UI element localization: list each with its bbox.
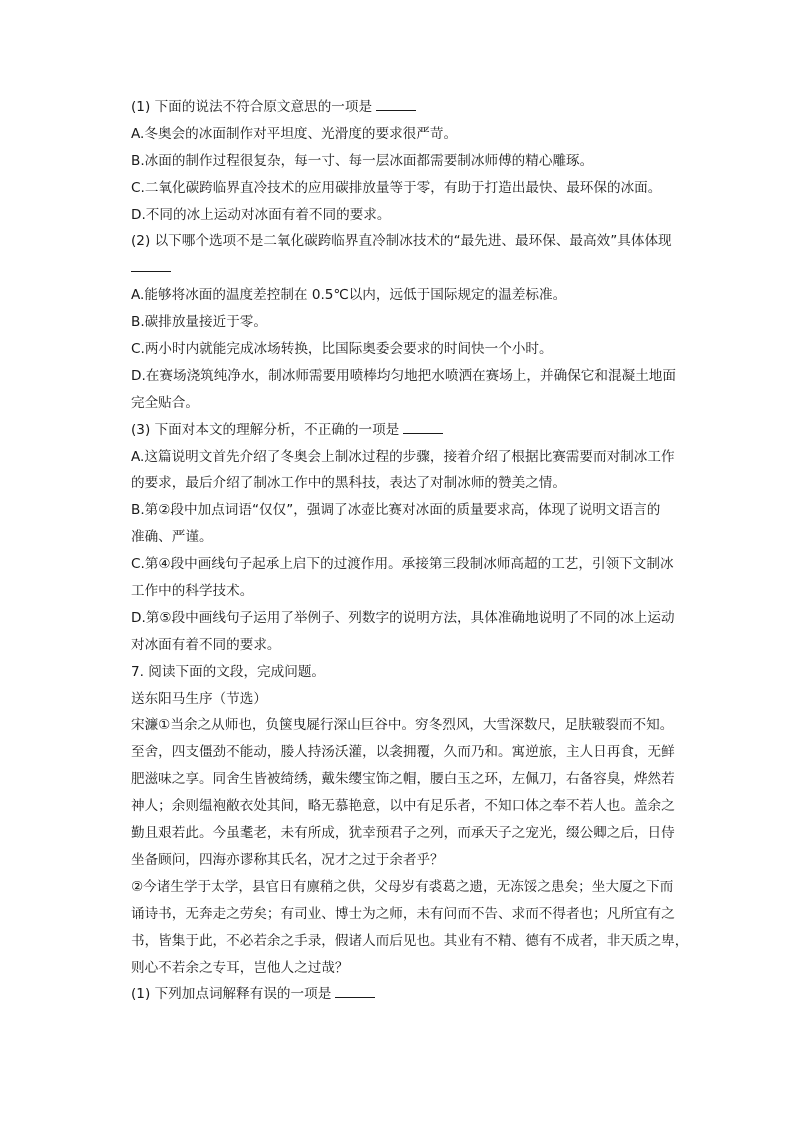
line-text: 完全贴合。 [131,394,199,411]
text-line [131,901,675,928]
line-text: 对冰面有着不同的要求。 [131,636,281,653]
line-text: D.不同的冰上运动对冰面有着不同的要求。 [131,206,391,223]
text-line [131,255,671,282]
line-text: B.冰面的制作过程很复杂，每一寸、每一层冰面都需要制冰师傅的精心雕琢。 [131,152,594,169]
line-text: 送东阳马生序（节选） [131,690,267,707]
line-text: 7. 阅读下面的文段，完成问题。 [131,663,326,680]
text-line [131,847,671,874]
text-line [131,739,675,766]
text-line [131,793,675,820]
text-line [131,578,671,605]
text-line [131,928,689,955]
text-line [131,659,671,686]
text-line [131,282,671,309]
line-text: (1) 下面的说法不符合原文意思的一项是 [131,99,373,115]
line-text: B.碳排放量接近于零。 [131,314,267,331]
line-text: ②今诸生学于太学，县官日有廪稍之供，父母岁有裘葛之遗，无冻馁之患矣；坐大厦之下而 [131,878,674,895]
line-text: 准确、严谨。 [131,529,213,546]
text-line [131,202,671,229]
answer-blank [376,96,416,111]
line-text: 坐备顾问，四海亦谬称其氏名，况才之过于余者乎？ [131,851,444,868]
text-line [131,336,671,363]
text-line [131,444,675,471]
line-text: A.这篇说明文首先介绍了冬奥会上制冰过程的步骤，接着介绍了根据比赛需要而对制冰工作 [131,448,675,465]
answer-blank [335,983,375,998]
text-line [131,175,671,202]
text-line [131,820,675,847]
line-text: 至舍，四支僵劲不能动，媵人持汤沃灌，以衾拥覆，久而乃和。寓逆旅，主人日再食，无鲜 [131,744,675,761]
text-line [131,148,671,175]
line-text: D.第⑤段中画线句子运用了举例子、列数字的说明方法，具体准确地说明了不同的冰上运动 [131,609,675,626]
line-text: 则心不若余之专耳，岂他人之过哉？ [131,959,349,976]
answer-blank [131,257,171,272]
text-line [131,94,671,121]
text-line [131,121,671,148]
text-line [131,632,671,659]
line-text: (3) 下面对本文的理解分析，不正确的一项是 [131,421,400,438]
text-line [131,605,675,632]
line-text: 宋濂①当余之从师也，负箧曳屣行深山巨谷中。穷冬烈风，大雪深数尺，足肤皲裂而不知。 [131,717,674,734]
line-text: A.能够将冰面的温度差控制在 0.5℃以内，远低于国际规定的温差标准。 [131,287,567,304]
line-text: 勤且艰若此。今虽耄老，未有所成，犹幸预君子之列，而承天子之宠光，缀公卿之后，日侍 [131,825,675,842]
line-text: C.二氧化碳跨临界直冷技术的应用碳排放量等于零，有助于打造出最快、最环保的冰面。 [131,179,662,196]
line-text: D.在赛场浇筑纯净水，制冰师需要用喷棒均匀地把水喷洒在赛场上，并确保它和混凝土地面 [131,367,676,384]
text-line [131,524,671,551]
text-line [131,874,674,901]
text-line [131,766,675,793]
text-line [131,363,676,390]
text-line [131,309,671,336]
line-text: 工作中的科学技术。 [131,583,254,600]
text-line [131,390,671,417]
line-text: 书，皆集于此，不必若余之手录，假诸人而后见也。其业有不精、德有不成者，非天质之卑， [131,932,689,949]
text-line [131,712,674,739]
line-text: 的要求，最后介绍了制冰工作中的黑科技，表达了对制冰师的赞美之情。 [131,475,566,492]
line-text: (2) 以下哪个选项不是二氧化碳跨临界直冷制冰技术的“最先进、最环保、最高效”具体体现 [131,233,672,250]
line-text: 神人；余则缊袍敝衣处其间，略无慕艳意，以中有足乐者，不知口体之奉不若人也。盖余之 [131,798,675,815]
line-text: C.两小时内就能完成冰场转换，比国际奥委会要求的时间快一个小时。 [131,341,553,358]
text-line [131,417,671,444]
line-text: B.第②段中加点词语“仅仅”，强调了冰壶比赛对冰面的质量要求高，体现了说明文语言的 [131,502,661,519]
text-line [131,551,674,578]
text-line [131,686,671,713]
line-text: (1) 下列加点词解释有误的一项是 [131,986,332,1003]
text-line [131,228,671,255]
text-line [131,955,671,982]
text-line [131,497,671,524]
line-text: A.冬奥会的冰面制作对平坦度、光滑度的要求很严苛。 [131,125,458,142]
answer-blank [403,419,443,434]
line-text: C.第④段中画线句子起承上启下的过渡作用。承接第三段制冰师高超的工艺，引领下文制冰 [131,556,674,573]
line-text: 肥滋味之享。同舍生皆被绮绣，戴朱缨宝饰之帽，腰白玉之环，左佩刀，右备容臭，烨然若 [131,771,675,788]
text-line [131,981,671,1008]
line-text: 诵诗书，无奔走之劳矣；有司业、博士为之师，未有问而不告、求而不得者也；凡所宜有之 [131,905,675,922]
text-line [131,470,671,497]
document-content [131,94,689,1008]
